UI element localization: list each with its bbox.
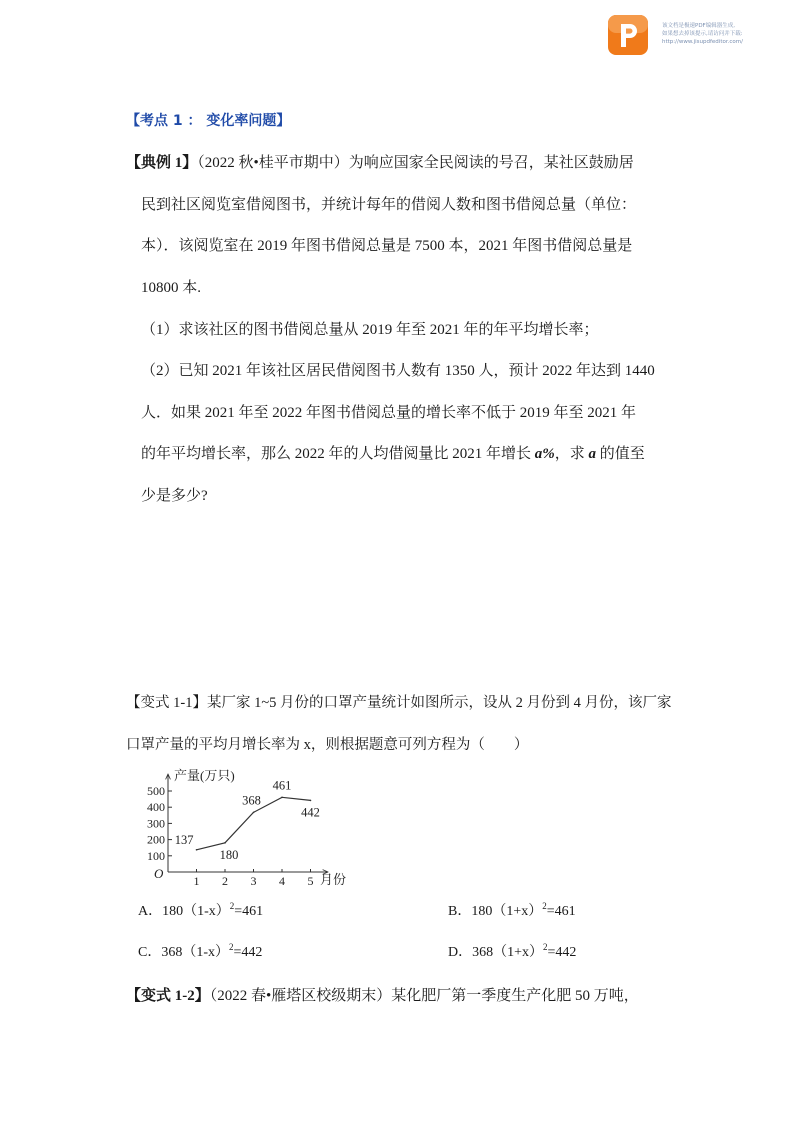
y-tick-label: 200 bbox=[147, 832, 165, 847]
option-a-text: A．180（1-x） bbox=[138, 904, 230, 919]
option-d[interactable] bbox=[448, 941, 576, 961]
variant-1-2-label: 【变式 1-2】 bbox=[126, 988, 210, 1004]
text-segment: 的值至 bbox=[596, 446, 645, 462]
data-label: 180 bbox=[219, 847, 239, 862]
option-c-tail: =442 bbox=[233, 945, 263, 960]
option-c[interactable] bbox=[138, 941, 262, 961]
watermark-line: 该文档是极速PDF编辑器生成, bbox=[662, 23, 735, 29]
option-b[interactable] bbox=[448, 900, 576, 920]
option-d-tail: =442 bbox=[547, 945, 577, 960]
exponent: 2 bbox=[229, 901, 235, 911]
option-b-tail: =461 bbox=[546, 904, 576, 919]
x-tick-label: 3 bbox=[250, 874, 257, 888]
example-1-line-4: 10800 本. bbox=[141, 280, 202, 296]
origin-label: O bbox=[154, 866, 164, 881]
y-tick-label: 400 bbox=[147, 800, 165, 815]
data-label: 137 bbox=[174, 832, 194, 847]
text-segment: ，求 bbox=[554, 446, 589, 462]
option-a[interactable] bbox=[138, 900, 263, 920]
example-1-label: 【典例 1】 bbox=[126, 155, 198, 171]
watermark-line: 如果想去掉该提示,请访问并下载: bbox=[662, 31, 743, 37]
x-tick-label: 4 bbox=[279, 874, 285, 888]
example-1-text: （2022 秋•桂平市期中）为响应国家全民阅读的号召，某社区鼓励居 bbox=[197, 155, 634, 171]
example-1-question-1: （1）求该社区的图书借阅总量从 2019 年至 2021 年的年平均增长率； bbox=[141, 322, 599, 338]
example-1-question-2-line-3 bbox=[141, 442, 645, 463]
data-point bbox=[253, 812, 255, 814]
data-point bbox=[281, 797, 283, 799]
pdf-editor-logo bbox=[607, 14, 649, 56]
data-label: 368 bbox=[242, 793, 261, 808]
example-1-question-2-line-2: 人．如果 2021 年至 2022 年图书借阅总量的增长率不低于 2019 年至 2021 年 bbox=[141, 405, 637, 421]
x-axis-label: 月份 bbox=[320, 872, 347, 887]
exponent: 2 bbox=[542, 901, 547, 911]
y-axis-label: 产量(万只) bbox=[174, 768, 235, 783]
watermark-text bbox=[662, 22, 782, 46]
x-tick-label: 1 bbox=[193, 874, 200, 888]
y-tick-label: 300 bbox=[147, 816, 165, 831]
section-heading: 【考点 1 ： 变化率问题】 bbox=[126, 113, 291, 129]
data-label: 461 bbox=[272, 778, 292, 793]
option-c-text: C．368（1-x） bbox=[138, 945, 229, 960]
option-d-text: D．368（1+x） bbox=[448, 945, 544, 960]
data-label: 442 bbox=[301, 805, 320, 820]
variant-1-1-line-1: 【变式 1-1】某厂家 1~5 月份的口罩产量统计如图所示，设从 2 月份到 4 月份，该厂家 bbox=[126, 695, 672, 711]
variable-a: a bbox=[588, 446, 597, 462]
data-point bbox=[310, 800, 312, 802]
option-a-tail: =461 bbox=[234, 904, 264, 919]
data-point bbox=[224, 842, 226, 844]
data-point bbox=[196, 849, 198, 851]
example-1-line-3: 本）．该阅览室在 2019 年图书借阅总量是 7500 本，2021 年图书借阅总量是 bbox=[141, 238, 633, 254]
example-1-question-2-line-4: 少是多少? bbox=[141, 488, 208, 504]
exponent: 2 bbox=[229, 942, 234, 952]
variant-1-2-text: （2022 春•雁塔区校级期末）某化肥厂第一季度生产化肥 50 万吨， bbox=[209, 988, 639, 1004]
exponent: 2 bbox=[543, 942, 548, 952]
variant-1-1-line-2: 口罩产量的平均月增长率为 x，则根据题意可列方程为（ ） bbox=[126, 737, 529, 753]
example-1-line-1 bbox=[126, 151, 634, 172]
watermark-link[interactable]: http://www.jisupdfeditor.com/ bbox=[662, 39, 743, 45]
variant-1-2-line-1 bbox=[126, 984, 639, 1005]
y-tick-label: 500 bbox=[147, 784, 165, 798]
x-tick-label: 5 bbox=[307, 874, 314, 888]
example-1-line-2: 民到社区阅览室借阅图书，并统计每年的借阅人数和图书借阅总量（单位： bbox=[141, 197, 637, 213]
text-segment: 的年平均增长率，那么 2022 年的人均借阅量比 2021 年增长 bbox=[141, 446, 535, 462]
option-b-text: B．180（1+x） bbox=[448, 904, 543, 919]
x-tick-label: 2 bbox=[222, 874, 228, 888]
production-line-chart bbox=[138, 764, 368, 888]
y-tick-label: 100 bbox=[147, 848, 165, 863]
example-1-question-2-line-1: （2）已知 2021 年该社区居民借阅图书人数有 1350 人，预计 2022 年达到 1440 bbox=[141, 363, 655, 379]
variable-a-percent: a% bbox=[534, 446, 555, 462]
